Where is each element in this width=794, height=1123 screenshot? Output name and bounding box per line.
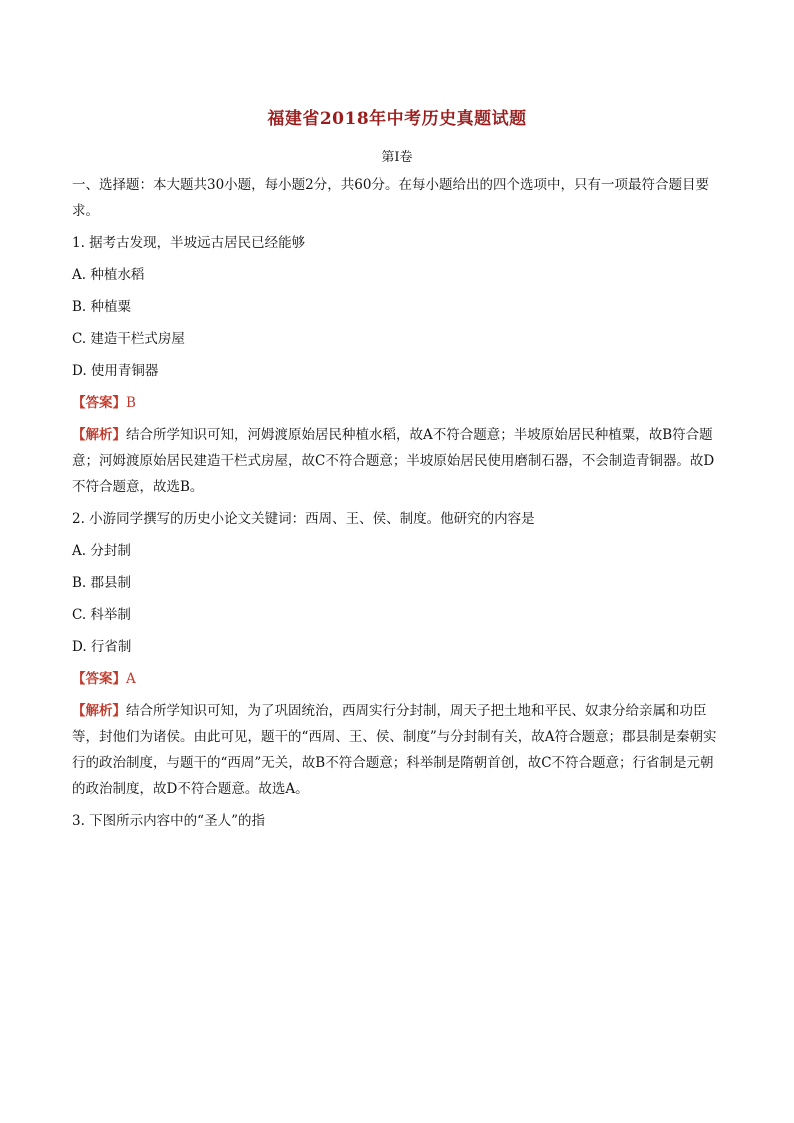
answer-line bbox=[72, 390, 724, 416]
answer-tag: 【答案】 bbox=[72, 395, 126, 411]
analysis-tag: 【解析】 bbox=[72, 703, 126, 719]
option-d: D. 行省制 bbox=[72, 639, 132, 655]
option-b: B. 种植粟 bbox=[72, 299, 132, 315]
analysis-line bbox=[72, 422, 724, 500]
answer-tag: 【答案】 bbox=[72, 671, 126, 687]
instructions-text: 一、选择题：本大题共30小题，每小题2分，共60分。在每小题给出的四个选项中，只有一项最符合题目要求。 bbox=[72, 177, 709, 219]
analysis-text: 结合所学知识可知，为了巩固统治，西周实行分封制，周天子把土地和平民、奴隶分给亲属和功臣等，封他们为诸侯。由此可见，题干的“西周、王、侯、制度”与分封制有关，故A符合题意；郡县制是秦朝实行的政治制度，与题干的“西周”无关，故B不符合题意；科举制是隋朝首创，故C不符合题意；行省制是元朝的政治制度，故D不符合题意。故选A。 bbox=[72, 703, 717, 797]
answer-line bbox=[72, 666, 724, 692]
question-1 bbox=[72, 230, 724, 500]
option-c: C. 科举制 bbox=[72, 607, 131, 623]
option-b: B. 郡县制 bbox=[72, 575, 132, 591]
option-a: A. 种植水稻 bbox=[72, 267, 145, 283]
question-stem: 3. 下图所示内容中的“圣人”的指 bbox=[72, 813, 265, 829]
analysis-tag: 【解析】 bbox=[72, 427, 126, 443]
page-title: 福建省2018年中考历史真题试题 bbox=[267, 109, 527, 129]
question-2 bbox=[72, 506, 724, 802]
answer-value: A bbox=[126, 671, 136, 687]
question-3 bbox=[72, 808, 724, 834]
option-d: D. 使用青铜器 bbox=[72, 363, 159, 379]
option-a: A. 分封制 bbox=[72, 543, 131, 559]
exam-content bbox=[72, 172, 724, 840]
question-stem: 1. 据考古发现，半坡远古居民已经能够 bbox=[72, 235, 306, 251]
option-c: C. 建造干栏式房屋 bbox=[72, 331, 185, 347]
analysis-text: 结合所学知识可知，河姆渡原始居民种植水稻，故A不符合题意；半坡原始居民种植粟，故B符合题意；河姆渡原始居民建造干栏式房屋，故C不符合题意；半坡原始居民使用磨制石器，不会制造青铜器。故D不符合题意，故选B。 bbox=[72, 427, 715, 495]
analysis-line bbox=[72, 698, 724, 802]
section-heading: 第I卷 bbox=[381, 150, 413, 165]
answer-value: B bbox=[126, 395, 136, 411]
question-stem: 2. 小游同学撰写的历史小论文关键词：西周、王、侯、制度。他研究的内容是 bbox=[72, 511, 535, 527]
